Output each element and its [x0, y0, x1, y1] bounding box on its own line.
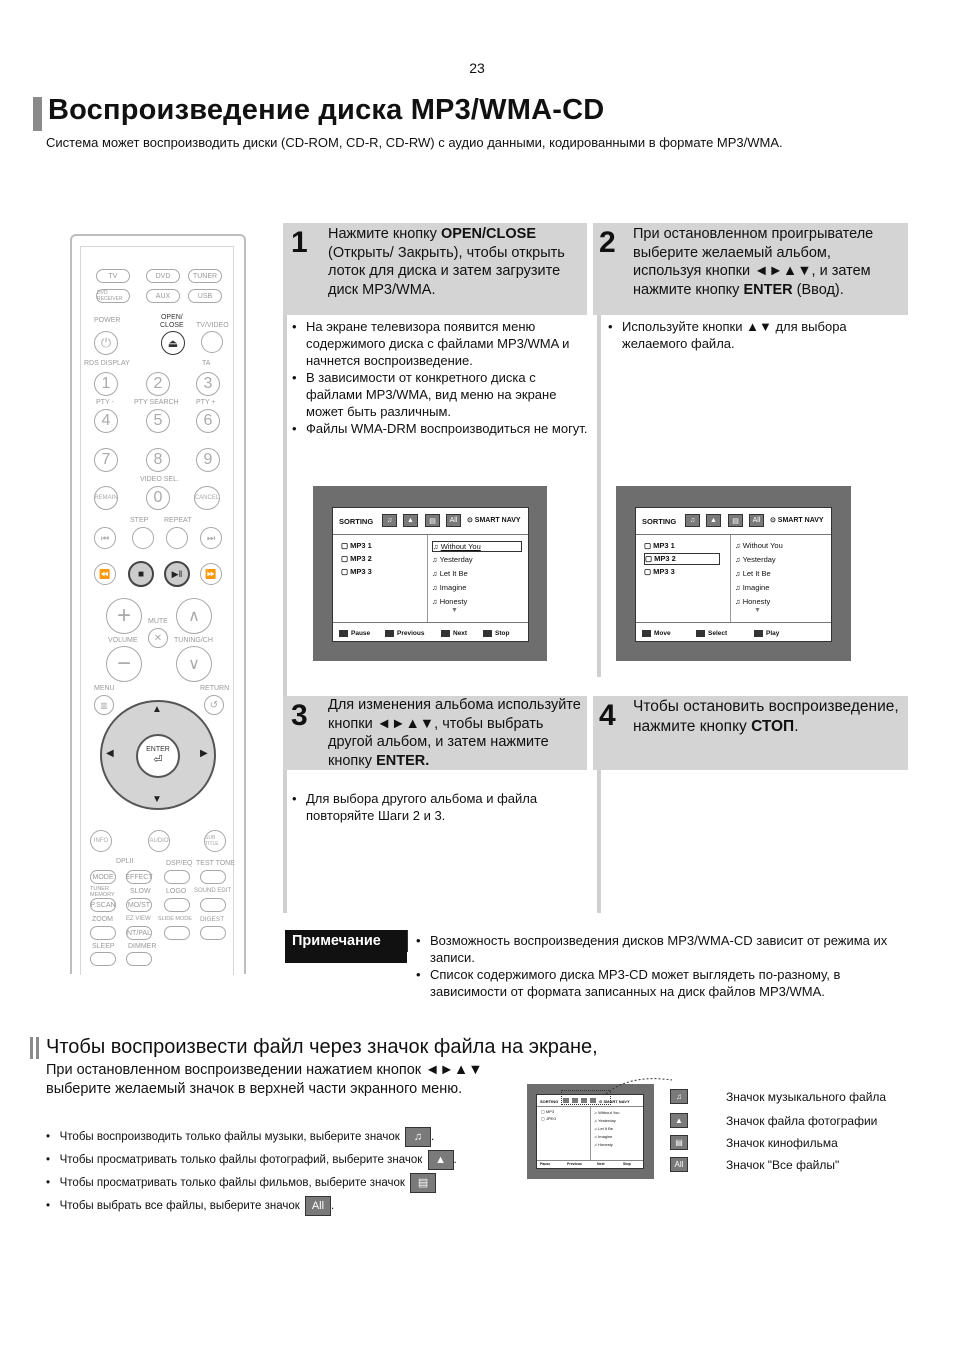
step-1-note-1: • На экране телевизора появится меню содержимого диска с файлами MP3/WMA и начнется воспроизведение. [292, 318, 590, 369]
dsp-eq-label: DSP/EQ [166, 860, 193, 867]
step-4-text-pre: Чтобы остановить воспроизведение, нажмите кнопку [633, 698, 899, 735]
digit-2-button[interactable]: 2 [146, 372, 170, 396]
usb-button[interactable]: USB [188, 289, 222, 303]
digit-3-button[interactable]: 3 [196, 372, 220, 396]
nav-down-icon[interactable]: ▼ [152, 794, 162, 805]
step-4-number: 4 [599, 699, 616, 732]
mini-sorting: SORTING [540, 1099, 559, 1104]
digest-label: DIGEST [200, 916, 225, 923]
previous-hint [385, 630, 424, 637]
step-1-text-pre: Нажмите кнопку [328, 226, 441, 242]
dplii-label: DPLII [116, 858, 134, 865]
song-label: Yesterday [742, 555, 776, 564]
stop-hint [483, 630, 509, 637]
mute-label: MUTE [148, 618, 168, 625]
step-2-text [633, 225, 895, 299]
tv-screen-right-display [635, 507, 832, 642]
album-item-selected[interactable]: ▢ MP3 2 [644, 553, 720, 565]
legend-photo-label: Значок файла фотографии [726, 1113, 878, 1128]
tuning-down-icon[interactable]: ∨ [176, 646, 212, 682]
mini-screen [527, 1084, 654, 1179]
aux-button[interactable]: AUX [146, 289, 180, 303]
open-close-label: OPEN/ CLOSE [160, 314, 184, 329]
mini-album: ▢ JPEG [541, 1116, 557, 1121]
note-badge: Примечание [285, 930, 407, 963]
movie-icon: ▤ [670, 1135, 688, 1150]
screen-left-top-bar [333, 508, 528, 535]
tv-video-button[interactable] [201, 331, 223, 353]
note-item-2: • Список содержимого диска MP3-CD может выглядеть по-разному, в зависимости от формата записанных на диск файлов MP3/WMA. [416, 966, 896, 1000]
mini-song-label: Imagine [598, 1134, 613, 1139]
digit-9-button[interactable]: 9 [196, 448, 220, 472]
mini-song-label: Yesterday [598, 1118, 616, 1123]
music-icon[interactable]: ♫ [685, 514, 700, 527]
step-4-text-post: . [794, 718, 799, 735]
dvd-button[interactable]: DVD [146, 269, 180, 283]
digit-5-button[interactable]: 5 [146, 409, 170, 433]
dsp-eq-button[interactable] [164, 870, 190, 884]
section-intro: При остановленном воспроизведении нажатием кнопок ◄►▲▼ выберите желаемый значок в верхней части экранного меню. [46, 1062, 483, 1097]
subtitle-button[interactable]: SUB TITLE [204, 830, 226, 852]
power-label: POWER [94, 317, 121, 324]
step-1-text [328, 225, 584, 299]
smart-navy-label: ⊙ SMART NAVY [467, 517, 521, 524]
step-2-text-pre: При остановленном проигрывателе выберите желаемый альбом, используя кнопки ◄►▲▼, и затем нажмите кнопку [633, 226, 874, 298]
album-item[interactable]: ▢ MP3 2 [341, 554, 372, 563]
effect-button[interactable]: EFFECT [126, 870, 152, 884]
test-tone-label: TEST TONE [196, 860, 235, 867]
song-item-selected[interactable]: ♫ Without You [432, 541, 522, 552]
mini-next: Next [597, 1162, 605, 1166]
step-2-note-1: • Используйте кнопки ▲▼ для выбора желаемого файла. [608, 318, 898, 352]
ta-label: TA [202, 360, 211, 367]
mo-st-button[interactable]: MO/ST [126, 898, 152, 912]
fast-forward-icon[interactable]: ⏩ [200, 563, 222, 585]
song-item[interactable]: ♫ Let It Be [432, 569, 468, 578]
music-icon: ♫ [670, 1089, 688, 1104]
tuner-button[interactable]: TUNER [188, 269, 222, 283]
step-3-text-pre: Для изменения альбома используйте кнопки ◄►▲▼, чтобы выбрать другой альбом, и затем нажмите кнопку [328, 697, 581, 769]
step-4-text [633, 697, 901, 737]
album-item[interactable]: ▢ MP3 3 [644, 567, 675, 576]
play-pause-icon[interactable]: ▶‖ [164, 561, 190, 587]
digest-button[interactable] [200, 926, 226, 940]
page-subtitle: Система может воспроизводить диски (CD-ROM, CD-R, CD-RW) с аудио данными, кодированными в формате MP3/WMA. [46, 135, 783, 150]
photo-icon: ▲ [670, 1113, 688, 1128]
move-hint [642, 630, 671, 637]
legend-all-label: Значок "Все файлы" [726, 1157, 840, 1172]
audio-button[interactable]: AUDIO [148, 830, 170, 852]
enter-button[interactable] [136, 734, 180, 778]
step-2-text-bold: ENTER [743, 281, 793, 298]
song-item[interactable]: ♫ Let It Be [735, 569, 771, 578]
repeat-button[interactable] [166, 527, 188, 549]
dimmer-button[interactable] [126, 952, 152, 966]
mute-icon[interactable]: ✕ [148, 628, 168, 648]
music-icon[interactable]: ♫ [382, 514, 397, 527]
dimmer-label: DIMMER [128, 943, 157, 950]
tv-screen-left-display [332, 507, 529, 642]
mini-bottom-rule [537, 1160, 643, 1161]
test-tone-button[interactable] [200, 870, 226, 884]
legend-movie [670, 1135, 838, 1150]
step-1-text-bold: OPEN/CLOSE [440, 226, 537, 242]
logo-label: LOGO [166, 888, 187, 895]
nav-left-icon[interactable]: ◀ [106, 748, 114, 759]
step-3-notes [292, 790, 582, 824]
rds-display-label: RDS DISPLAY [84, 360, 130, 367]
album-item[interactable]: ▢ MP3 1 [341, 541, 372, 550]
enter-label: ENTER [146, 746, 170, 753]
smart-navy-label: ⊙ SMART NAVY [770, 517, 824, 524]
song-label: Without You [742, 541, 783, 550]
zoom-button[interactable] [90, 926, 116, 940]
album-label: MP3 2 [654, 554, 676, 563]
all-files-icon[interactable]: All [749, 514, 764, 527]
mini-song: ♫ Honesty [594, 1142, 613, 1147]
album-label: MP3 2 [350, 554, 372, 563]
album-item[interactable]: ▢ MP3 1 [644, 541, 675, 550]
page-number: 23 [469, 60, 485, 76]
tv-button[interactable]: TV [96, 269, 130, 283]
info-button[interactable]: INFO [90, 830, 112, 852]
previous-hint-label: Previous [397, 630, 425, 637]
return-label: RETURN [200, 685, 230, 692]
song-item[interactable]: ♫ Without You [735, 541, 783, 550]
movie-icon: ▤ [410, 1173, 436, 1193]
slow-label: SLOW [130, 888, 151, 895]
photo-instruction: • Чтобы просматривать только файлы фотографий, выберите значок ▲ . [46, 1149, 457, 1172]
mini-album-label: MP3 [545, 1109, 555, 1114]
music-instruction-text: Чтобы воспроизводить только файлы музыки, выберите значок [59, 1131, 400, 1143]
eject-icon[interactable]: ⏏ [161, 331, 185, 355]
legend-music [670, 1089, 886, 1104]
section-accent-bar-1 [30, 1037, 33, 1059]
remain-button[interactable]: REMAIN [94, 486, 118, 510]
digit-8-button[interactable]: 8 [146, 448, 170, 472]
all-files-icon: All [670, 1157, 688, 1172]
step-1-text-post: (Открыть/ Закрыть), чтобы открыть лоток для диска и затем загрузите диск MP3/WMA. [328, 244, 565, 298]
legend-music-label: Значок музыкального файла [726, 1089, 887, 1104]
song-label: Honesty [742, 597, 771, 606]
song-label: Honesty [439, 597, 468, 606]
song-label: Let It Be [439, 569, 468, 578]
step-2-number: 2 [599, 226, 616, 259]
all-files-icon: All [305, 1196, 331, 1216]
screen-right-divider [730, 535, 731, 622]
tuning-up-icon[interactable]: ∧ [176, 598, 212, 634]
photo-icon: ▲ [428, 1150, 454, 1170]
stop-hint-label: Stop [495, 630, 510, 637]
enter-icon: ⏎ [153, 754, 163, 766]
column-1-rule [283, 315, 287, 913]
digit-7-button[interactable]: 7 [94, 448, 118, 472]
scroll-down-icon[interactable]: ▼ [451, 607, 458, 614]
leader-line [600, 1074, 680, 1096]
volume-label: VOLUME [108, 637, 138, 644]
step-1-number: 1 [291, 226, 308, 259]
all-files-instruction: • Чтобы выбрать все файлы, выберите значок All . [46, 1195, 457, 1218]
column-2-rule [597, 315, 601, 677]
step-button[interactable] [132, 527, 154, 549]
song-item[interactable]: ♫ Imagine [735, 583, 770, 592]
skip-forward-icon[interactable]: ⏭ [200, 527, 222, 549]
icon-instructions [46, 1126, 457, 1218]
mini-song-label: Let It Be [598, 1126, 614, 1131]
select-hint-label: Select [708, 630, 728, 637]
screen-right-sorting: SORTING [642, 517, 677, 526]
sleep-button[interactable] [90, 952, 116, 966]
mini-screen-display [536, 1094, 644, 1169]
sleep-label: SLEEP [92, 943, 115, 950]
step-1-notes [292, 318, 590, 437]
skip-back-icon[interactable]: ⏮ [94, 527, 116, 549]
all-files-instruction-text: Чтобы выбрать все файлы, выберите значок [59, 1200, 300, 1212]
album-label: MP3 1 [653, 541, 675, 550]
step-3-text-bold: ENTER. [376, 752, 430, 769]
legend-photo [670, 1113, 877, 1128]
mini-smart-navy: ⊙ SMART NAVY [599, 1099, 630, 1104]
return-icon[interactable]: ↺ [204, 695, 224, 715]
tuning-ch-label: TUNING/CH [174, 637, 213, 644]
music-icon: ♫ [405, 1127, 431, 1147]
pause-hint [339, 630, 370, 637]
mini-song: ♫ Imagine [594, 1134, 613, 1139]
menu-label: MENU [94, 685, 115, 692]
song-label: Let It Be [742, 569, 771, 578]
menu-icon[interactable]: ▥ [94, 695, 114, 715]
movie-instruction: • Чтобы просматривать только файлы фильмов, выберите значок ▤ [46, 1172, 457, 1195]
digit-4-button[interactable]: 4 [94, 409, 118, 433]
scroll-down-icon[interactable]: ▼ [754, 607, 761, 614]
song-item[interactable]: ♫ Yesterday [735, 555, 776, 564]
ntpal-button[interactable]: NT/PAL [126, 926, 152, 940]
all-files-icon[interactable]: All [446, 514, 461, 527]
song-item[interactable]: ♫ Honesty [432, 597, 468, 606]
mini-song: ♫ Yesterday [594, 1118, 616, 1123]
section-accent-bar-2 [36, 1037, 39, 1059]
step-2-notes [608, 318, 898, 352]
nav-right-icon[interactable]: ▶ [200, 748, 208, 759]
screen-left-divider [427, 535, 428, 622]
stop-icon[interactable]: ■ [128, 561, 154, 587]
move-hint-label: Move [654, 630, 671, 637]
album-item[interactable]: ▢ MP3 3 [341, 567, 372, 576]
step-4-text-bold: СТОП [751, 718, 795, 735]
song-label: Yesterday [439, 555, 473, 564]
photo-icon[interactable]: ▲ [403, 514, 418, 527]
album-label: MP3 1 [350, 541, 372, 550]
movie-instruction-text: Чтобы просматривать только файлы фильмов, выберите значок [59, 1177, 405, 1189]
screen-right-top-bar [636, 508, 831, 535]
title-accent-bar [33, 97, 42, 131]
sound-edit-button[interactable] [200, 898, 226, 912]
cancel-button[interactable]: CANCEL [194, 486, 220, 510]
step-label: STEP [130, 517, 149, 524]
pty-search-label: PTY SEARCH [134, 399, 179, 406]
next-hint-label: Next [453, 630, 468, 637]
digit-0-button[interactable]: 0 [146, 486, 170, 510]
music-instruction: • Чтобы воспроизводить только файлы музыки, выберите значок ♫ . [46, 1126, 457, 1149]
song-item[interactable]: ♫ Imagine [432, 583, 467, 592]
play-hint-label: Play [766, 630, 780, 637]
logo-button[interactable] [164, 898, 190, 912]
power-icon[interactable]: ⏻ [94, 331, 118, 355]
album-label: MP3 3 [653, 567, 675, 576]
slide-mode-button[interactable] [164, 926, 190, 940]
step-3-number: 3 [291, 699, 308, 732]
pause-hint-label: Pause [351, 630, 371, 637]
mode-button[interactable]: MODE [90, 870, 116, 884]
tv-screen-left [313, 486, 547, 661]
digit-6-button[interactable]: 6 [196, 409, 220, 433]
mini-album: ▢ MP3 [541, 1109, 555, 1114]
song-label: Imagine [439, 583, 467, 592]
song-item[interactable]: ♫ Yesterday [432, 555, 473, 564]
mini-pause: Pause [540, 1162, 551, 1166]
photo-instruction-text: Чтобы просматривать только файлы фотографий, выберите значок [59, 1154, 423, 1166]
note-divider [407, 930, 408, 952]
song-label: Without You [440, 542, 481, 551]
mini-song: ♫ Let It Be [594, 1126, 614, 1131]
play-hint [754, 630, 779, 637]
step-2-text-post: (Ввод). [792, 281, 844, 298]
slide-mode-label: SLIDE MODE [158, 916, 192, 922]
movie-icon[interactable]: ▤ [728, 514, 743, 527]
screen-left-sorting: SORTING [339, 517, 374, 526]
pty-plus-label: PTY + [196, 399, 216, 406]
repeat-label: REPEAT [164, 517, 192, 524]
screen-left-footer [333, 622, 528, 641]
note-list [416, 932, 896, 1000]
nav-up-icon[interactable]: ▲ [152, 704, 162, 715]
mini-album-label: JPEG [545, 1116, 557, 1121]
mini-stop: Stop [623, 1162, 631, 1166]
next-hint [441, 630, 467, 637]
movie-icon[interactable]: ▤ [425, 514, 440, 527]
tuner-memory-label: TUNER MEMORY [90, 886, 115, 898]
mini-song: ♫ Without You [594, 1110, 620, 1115]
step-3-text [328, 696, 584, 770]
dvd-receiver-button[interactable]: DVD RECEIVER [96, 289, 130, 303]
mini-song-label: Honesty [598, 1142, 613, 1147]
song-item[interactable]: ♫ Honesty [735, 597, 771, 606]
p-scan-button[interactable]: P.SCAN [90, 898, 116, 912]
tv-video-label: TV/VIDEO [196, 322, 229, 329]
song-label: Imagine [742, 583, 770, 592]
digit-1-button[interactable]: 1 [94, 372, 118, 396]
select-hint [696, 630, 727, 637]
legend-all [670, 1157, 839, 1172]
section-title: Чтобы воспроизвести файл через значок файла на экране, [46, 1036, 598, 1058]
tv-screen-right [616, 486, 851, 661]
pty-minus-label: PTY - [96, 399, 114, 406]
sound-edit-label: SOUND EDIT [194, 888, 232, 894]
column-2-rule-lower [597, 770, 601, 913]
album-label: MP3 3 [350, 567, 372, 576]
step-1-note-3: • Файлы WMA-DRM воспроизводиться не могут. [292, 420, 590, 437]
mini-previous: Previous [567, 1162, 582, 1166]
volume-down-icon[interactable]: − [106, 646, 142, 682]
zoom-label: ZOOM [92, 916, 113, 923]
remote-control [70, 234, 246, 974]
ez-view-label: EZ VIEW [126, 916, 151, 922]
mini-divider [590, 1107, 591, 1160]
step-3-note-1: • Для выбора другого альбома и файла повторяйте Шаги 2 и 3. [292, 790, 582, 824]
mini-song-label: Without You [598, 1110, 620, 1115]
screen-right-footer [636, 622, 831, 641]
volume-up-icon[interactable]: + [106, 598, 142, 634]
video-sel-label: VIDEO SEL. [140, 476, 179, 483]
step-1-note-2: • В зависимости от конкретного диска с файлами MP3/WMA, вид меню на экране может быть различным. [292, 369, 590, 420]
note-item-1: • Возможность воспроизведения дисков MP3/WMA-CD зависит от режима их записи. [416, 932, 896, 966]
legend-movie-label: Значок кинофильма [726, 1135, 838, 1150]
page-title: Воспроизведение диска MP3/WMA-CD [48, 94, 605, 126]
photo-icon[interactable]: ▲ [706, 514, 721, 527]
rewind-icon[interactable]: ⏪ [94, 563, 116, 585]
